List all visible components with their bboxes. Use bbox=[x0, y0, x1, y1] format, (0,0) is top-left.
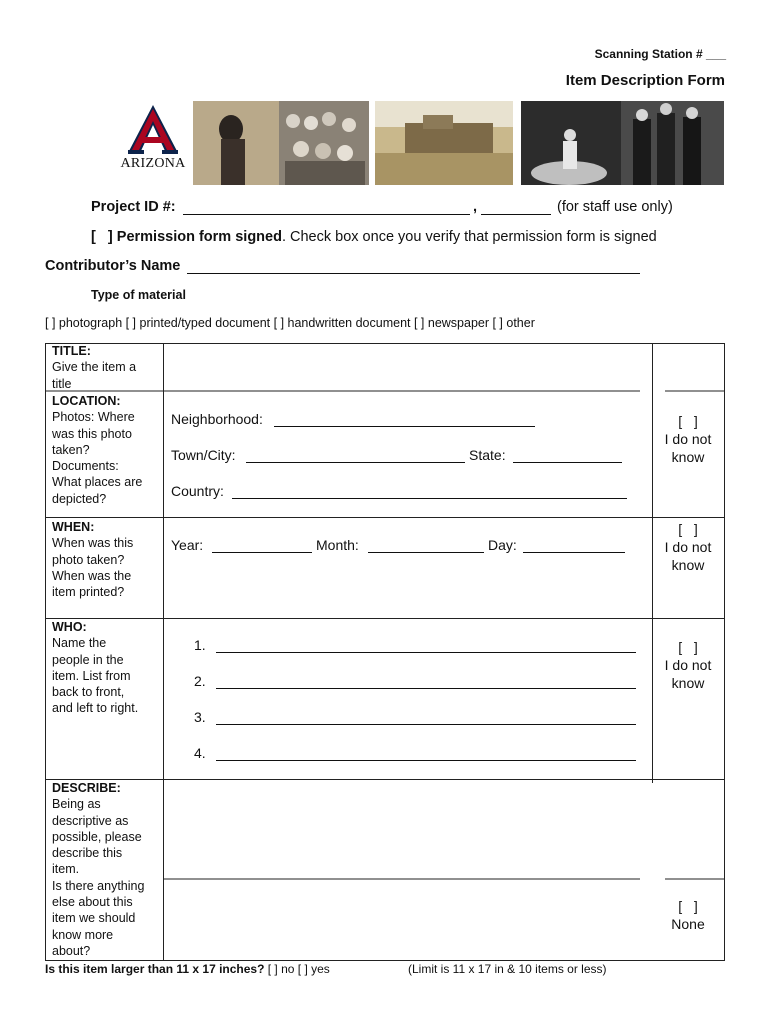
title-input-area[interactable] bbox=[165, 346, 651, 388]
i-do-not-text: I do not bbox=[664, 539, 712, 555]
nothing-more-checkbox[interactable] bbox=[651, 897, 725, 933]
country-field[interactable] bbox=[232, 498, 627, 499]
describe-desc-line: Being as bbox=[52, 797, 101, 812]
i-do-not-text: I do not bbox=[664, 431, 712, 447]
when-desc-line: When was this bbox=[52, 536, 134, 551]
day-label: Day: bbox=[488, 537, 517, 553]
permission-row bbox=[91, 229, 657, 245]
location-desc-line: What places are bbox=[52, 475, 143, 490]
title-cell-label bbox=[52, 343, 136, 392]
more-info-line: Is there anything bbox=[52, 878, 145, 893]
describe-desc-line: item. bbox=[52, 862, 80, 877]
permission-label: Permission form signed bbox=[116, 229, 282, 245]
scanning-station-label: Scanning Station # ___ bbox=[594, 47, 726, 61]
permission-checkbox[interactable]: [ ] bbox=[91, 229, 113, 245]
know-text: know bbox=[671, 557, 705, 573]
permission-instructions: . Check box once you verify that permission form is signed bbox=[281, 229, 657, 245]
who-cell-label bbox=[52, 619, 138, 717]
project-id-row bbox=[91, 199, 176, 215]
when-cell-label bbox=[52, 519, 133, 600]
describe-heading: DESCRIBE: bbox=[52, 781, 121, 795]
town-city-field[interactable] bbox=[246, 462, 465, 463]
who-desc-line: people in the bbox=[52, 652, 124, 667]
project-id-field[interactable] bbox=[183, 214, 470, 215]
location-cell-label bbox=[52, 393, 142, 507]
describe-input-area[interactable] bbox=[165, 782, 640, 874]
describe-desc-line: possible, please bbox=[52, 829, 142, 844]
size-question-label: Is this item larger than 11 x 17 inches? bbox=[45, 962, 265, 976]
describe-desc-line: describe this bbox=[52, 846, 123, 861]
who-name-field[interactable] bbox=[216, 652, 636, 653]
form-title: Item Description Form bbox=[565, 72, 725, 89]
who-number: 4. bbox=[194, 745, 206, 761]
title-desc-line: title bbox=[52, 376, 72, 391]
day-field[interactable] bbox=[523, 552, 625, 553]
state-field[interactable] bbox=[513, 462, 622, 463]
size-question[interactable] bbox=[45, 962, 330, 976]
more-info-line: item we should bbox=[52, 911, 136, 926]
describe-cell-label bbox=[52, 780, 144, 959]
who-desc-line: item. List from bbox=[52, 668, 131, 683]
location-unknown-checkbox[interactable] bbox=[651, 412, 725, 466]
state-label: State: bbox=[469, 447, 506, 463]
project-id-separator: , bbox=[473, 199, 478, 215]
month-field[interactable] bbox=[368, 552, 484, 553]
size-limit-note: (Limit is 11 x 17 in & 10 items or less) bbox=[408, 962, 607, 976]
year-field[interactable] bbox=[212, 552, 312, 553]
know-text: know bbox=[671, 449, 705, 465]
when-desc-line: item printed? bbox=[52, 585, 125, 600]
town-city-label: Town/City: bbox=[171, 447, 236, 463]
project-id-label: Project ID #: bbox=[91, 199, 176, 215]
more-info-line: else about this bbox=[52, 895, 133, 910]
who-desc-line: and left to right. bbox=[52, 701, 139, 716]
who-unknown-checkbox[interactable] bbox=[651, 638, 725, 692]
more-info-line: know more bbox=[52, 927, 114, 942]
location-desc-line: was this photo bbox=[52, 426, 132, 441]
neighborhood-field[interactable] bbox=[274, 426, 535, 427]
historical-photo-strip bbox=[193, 101, 724, 185]
title-heading: TITLE: bbox=[52, 344, 91, 358]
when-heading: WHEN: bbox=[52, 520, 95, 534]
who-name-field[interactable] bbox=[216, 688, 636, 689]
project-id-suffix-field[interactable] bbox=[481, 214, 551, 215]
checkbox-brackets[interactable]: [ ] bbox=[678, 413, 698, 429]
location-desc-line: taken? bbox=[52, 442, 90, 457]
who-number: 2. bbox=[194, 673, 206, 689]
who-heading: WHO: bbox=[52, 620, 87, 634]
country-label: Country: bbox=[171, 483, 224, 499]
neighborhood-label: Neighborhood: bbox=[171, 411, 263, 427]
location-heading: LOCATION: bbox=[52, 394, 121, 408]
checkbox-brackets[interactable]: [ ] bbox=[678, 898, 698, 914]
i-do-not-text: I do not bbox=[664, 657, 712, 673]
contributor-name-field[interactable] bbox=[187, 273, 640, 274]
title-desc-line: Give the item a bbox=[52, 360, 137, 375]
location-desc-line: depicted? bbox=[52, 491, 107, 506]
material-options[interactable]: [ ] photograph [ ] printed/typed document [ ] handwritten document [ ] newspaper [ ] other bbox=[45, 316, 535, 330]
more-info-input-area[interactable] bbox=[165, 882, 640, 958]
when-desc-line: photo taken? bbox=[52, 552, 125, 567]
know-text: know bbox=[671, 675, 705, 691]
contributor-label: Contributor’s Name bbox=[45, 258, 181, 274]
who-desc-line: back to front, bbox=[52, 685, 125, 700]
checkbox-brackets[interactable]: [ ] bbox=[678, 521, 698, 537]
who-name-field[interactable] bbox=[216, 724, 636, 725]
staff-use-note: (for staff use only) bbox=[557, 199, 673, 215]
who-number: 1. bbox=[194, 637, 206, 653]
more-info-line: about? bbox=[52, 943, 91, 958]
when-desc-line: When was the bbox=[52, 568, 132, 583]
location-desc-line: Documents: bbox=[52, 459, 119, 474]
checkbox-brackets[interactable]: [ ] bbox=[678, 639, 698, 655]
none-text: None bbox=[671, 916, 705, 932]
who-name-field[interactable] bbox=[216, 760, 636, 761]
size-question-options[interactable]: [ ] no [ ] yes bbox=[264, 962, 330, 976]
logo-wordmark: ARIZONA bbox=[120, 156, 186, 171]
year-label: Year: bbox=[171, 537, 204, 553]
when-unknown-checkbox[interactable] bbox=[651, 520, 725, 574]
type-of-material-heading: Type of material bbox=[91, 288, 186, 302]
who-desc-line: Name the bbox=[52, 636, 107, 651]
describe-desc-line: descriptive as bbox=[52, 813, 129, 828]
location-desc-line: Photos: Where bbox=[52, 410, 135, 425]
month-label: Month: bbox=[316, 537, 359, 553]
who-number: 3. bbox=[194, 709, 206, 725]
